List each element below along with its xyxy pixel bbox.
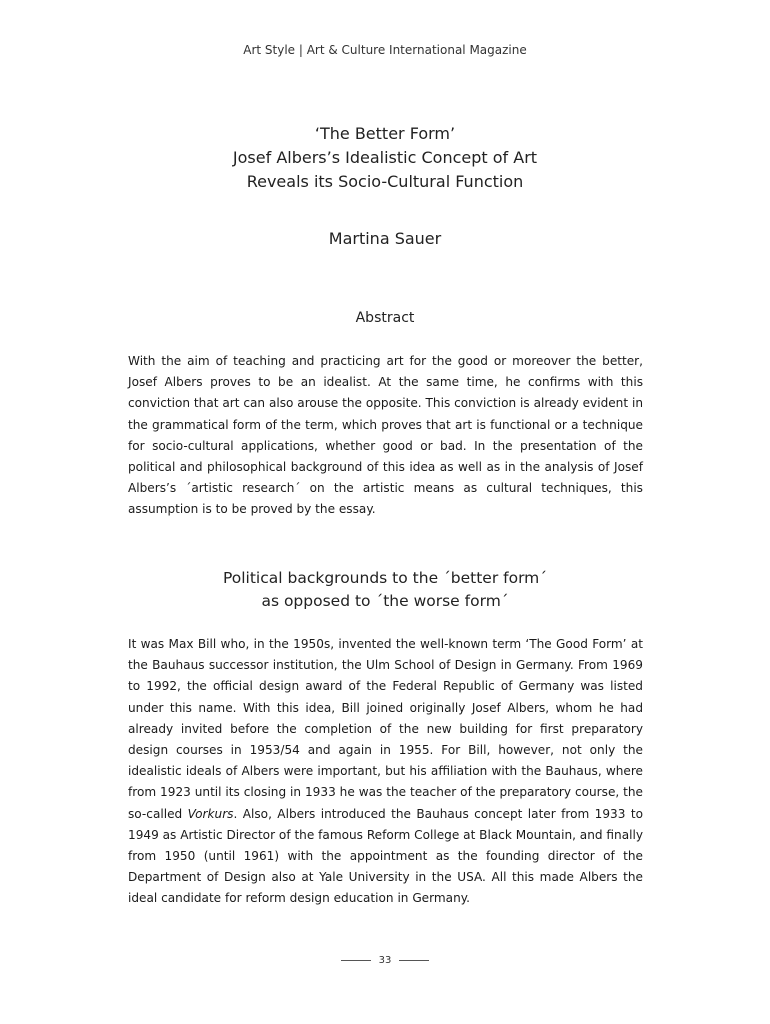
section-heading (0, 567, 770, 613)
body-text-italic-term: Vorkurs (187, 806, 234, 821)
article-title-block (0, 122, 770, 194)
author-name: Martina Sauer (328, 229, 442, 248)
abstract-paragraph: With the aim of teaching and practicing art for the good or moreover the better, Josef Albers proves to be an idealist. At the same time, he confirms with this conviction that art can also arouse the opposite. This conviction is already evident in the grammatical form of the term, which proves that art is functional or a technique for socio-cultural applications, whether good or bad. In the presentation of the political and philosophical background of this idea as well as in the analysis of Josef Albers’s ´artistic research´ on the artistic means as cultural techniques, this assumption is to be proved by the essay. (128, 354, 643, 517)
section-heading-line-1: Political backgrounds to the ´better form´ (222, 569, 548, 587)
running-header: Art Style | Art & Culture International Magazine (243, 43, 527, 57)
body-text-part-2: . Also, Albers introduced the Bauhaus concept later from 1933 to 1949 as Artistic Director of the famous Reform College at Black Mountain, and finally from 1950 (until 1961) with the appointment as the founding director of the Department of Design also at Yale University in the USA. All this made Albers the ideal candidate for reform design education in Germany. (128, 806, 643, 906)
article-subtitle-line-2: Reveals its Socio-Cultural Function (246, 172, 524, 191)
section-heading-line-2: as opposed to ´the worse form´ (261, 592, 509, 610)
footer-rule-left (341, 960, 371, 961)
article-title: ‘The Better Form’ (314, 124, 456, 143)
abstract-heading: Abstract (355, 310, 415, 326)
page-number: 33 (378, 955, 392, 966)
footer-rule-right (399, 960, 429, 961)
article-subtitle-line-1: Josef Albers’s Idealistic Concept of Art (232, 148, 538, 167)
body-paragraph (128, 634, 643, 910)
body-text-part-1: It was Max Bill who, in the 1950s, invented the well-known term ‘The Good Form’ at the Bauhaus successor institution, the Ulm School of Design in Germany. From 1969 to 1992, the official design award of the Federal Republic of Germany was listed under this name. With this idea, Bill joined originally Josef Albers, whom he had already invited before the completion of the new building for first preparatory design courses in 1953/54 and again in 1955. For Bill, however, not only the idealistic ideals of Albers were important, but his affiliation with the Bauhaus, where from 1923 until its closing in 1933 he was the teacher of the preparatory course, the so-called (128, 637, 643, 821)
page-footer (0, 955, 770, 966)
